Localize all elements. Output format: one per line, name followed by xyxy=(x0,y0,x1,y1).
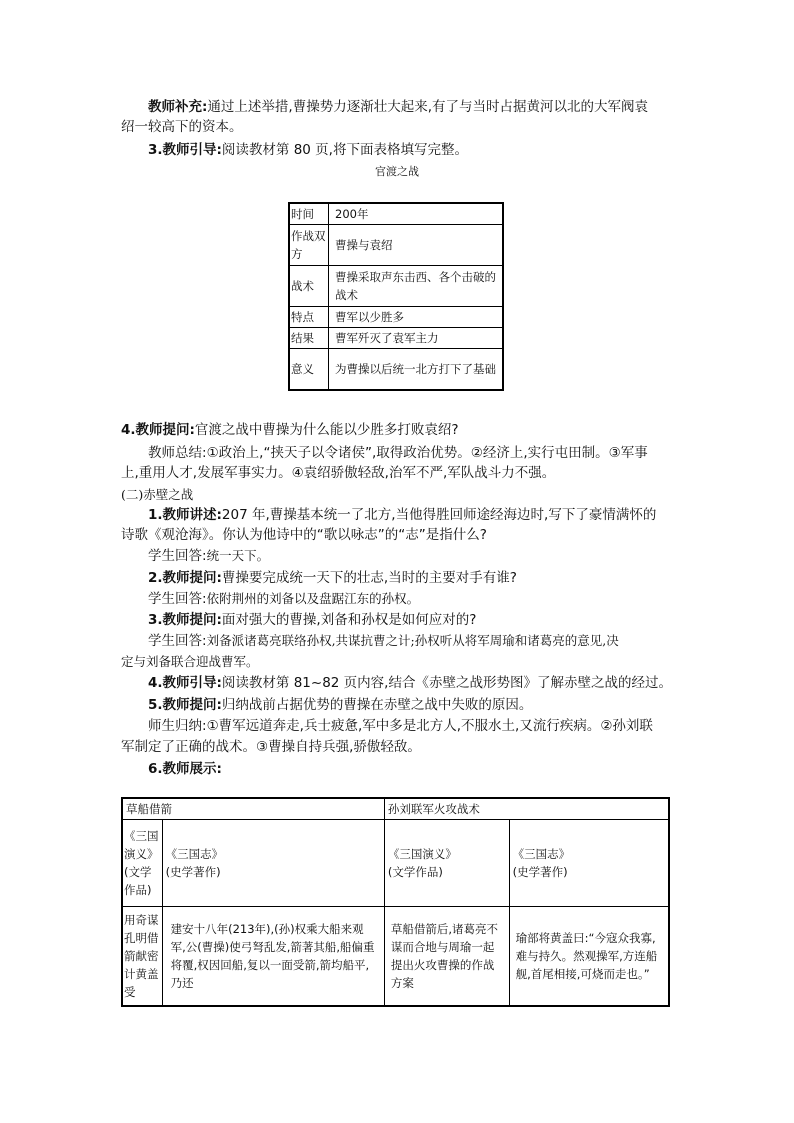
label: 教师补充: xyxy=(148,99,208,115)
guandu-table xyxy=(288,202,504,391)
table-row: 战术 曹操采取声东击西、各个击破的战术 xyxy=(289,266,503,307)
table-row: 作战双方 曹操与袁绍 xyxy=(289,225,503,266)
para-answer-3-cont: 定与刘备联合迎战曹军。 xyxy=(121,654,259,669)
para-conclusion-cont: 军制定了正确的战术。③曹操自持兵强,骄傲轻敌。 xyxy=(121,739,421,755)
para-teacher-supplement-cont: 绍一较高下的资本。 xyxy=(121,119,243,135)
para-summary-cont: 上,重用人才,发展军事实力。④袁绍骄傲轻敌,治军不严,军队战斗力不强。 xyxy=(121,465,556,481)
para-question-2: 2.教师提问:曹操要完成统一天下的壮志,当时的主要对手有谁? xyxy=(148,570,517,586)
para-answer-1: 学生回答:统一天下。 xyxy=(148,548,270,564)
para-show-6: 6.教师展示: xyxy=(148,761,222,777)
table-row: 《三国演义》(文学作品) 《三国志》 (史学著作) 《三国演义》 (文学作品) 《三国志》 (史学著作) xyxy=(122,820,669,907)
table-row: 用奇谋孔明借箭献密计黄盖受 建安十八年(213年),(孙)权乘大船来观军,公(曹操)使弓弩乱发,箭著其船,船偏重将覆,权因回船,复以一面受箭,箭均船平,乃还 草船借箭后,诸葛亮不谋而合地与周瑜一起提出火攻曹操的作战方案 瑜部将黄盖曰:“今寇众我寡,难与持久。然观操军,方连船舰,首尾相接,可烧而走也。” xyxy=(122,907,669,1007)
para-narrative-1-cont: 诗歌《观沧海》。你认为他诗中的“歌以咏志”的“志”是指什么? xyxy=(121,527,487,543)
para-answer-3: 学生回答:刘备派诸葛亮联络孙权,共谋抗曹之计;孙权听从将军周瑜和诸葛亮的意见,决 xyxy=(148,633,619,649)
chibi-table xyxy=(121,797,670,1007)
para-summary: 教师总结:①政治上,“挟天子以令诸侯”,取得政治优势。②经济上,实行屯田制。③军事 xyxy=(148,445,648,461)
table-caption: 官渡之战 xyxy=(375,165,419,178)
table-row: 特点 曹军以少胜多 xyxy=(289,307,503,328)
para-narrative-1: 1.教师讲述:207 年,曹操基本统一了北方,当他得胜回师途经海边时,写下了豪情满怀的 xyxy=(148,507,657,523)
table-row: 结果 曹军歼灭了袁军主力 xyxy=(289,328,503,349)
para-question-5: 5.教师提问:归纳战前占据优势的曹操在赤壁之战中失败的原因。 xyxy=(148,697,533,713)
table-row: 时间 200年 xyxy=(289,203,503,225)
table-row: 草船借箭 孙刘联军火攻战术 xyxy=(122,798,669,820)
para-answer-2: 学生回答:依附荆州的刘备以及盘踞江东的孙权。 xyxy=(148,591,420,607)
para-conclusion: 师生归纳:①曹军远道奔走,兵士疲惫,军中多是北方人,不服水土,又流行疾病。②孙刘联 xyxy=(148,718,653,734)
section-heading: (二)赤壁之战 xyxy=(121,487,194,502)
para-question-3: 3.教师提问:面对强大的曹操,刘备和孙权是如何应对的? xyxy=(148,612,477,628)
para-teacher-supplement: 教师补充:通过上述举措,曹操势力逐渐壮大起来,有了与当时占据黄河以北的大军阀袁 xyxy=(148,99,648,115)
para-question-4: 4.教师提问:官渡之战中曹操为什么能以少胜多打败袁绍? xyxy=(121,422,459,438)
para-guide-4: 4.教师引导:阅读教材第 81~82 页内容,结合《赤壁之战形势图》了解赤壁之战的经过。 xyxy=(148,675,672,691)
para-teacher-guide-3: 3.教师引导:阅读教材第 80 页,将下面表格填写完整。 xyxy=(148,142,468,158)
table-row: 意义 为曹操以后统一北方打下了基础 xyxy=(289,349,503,391)
